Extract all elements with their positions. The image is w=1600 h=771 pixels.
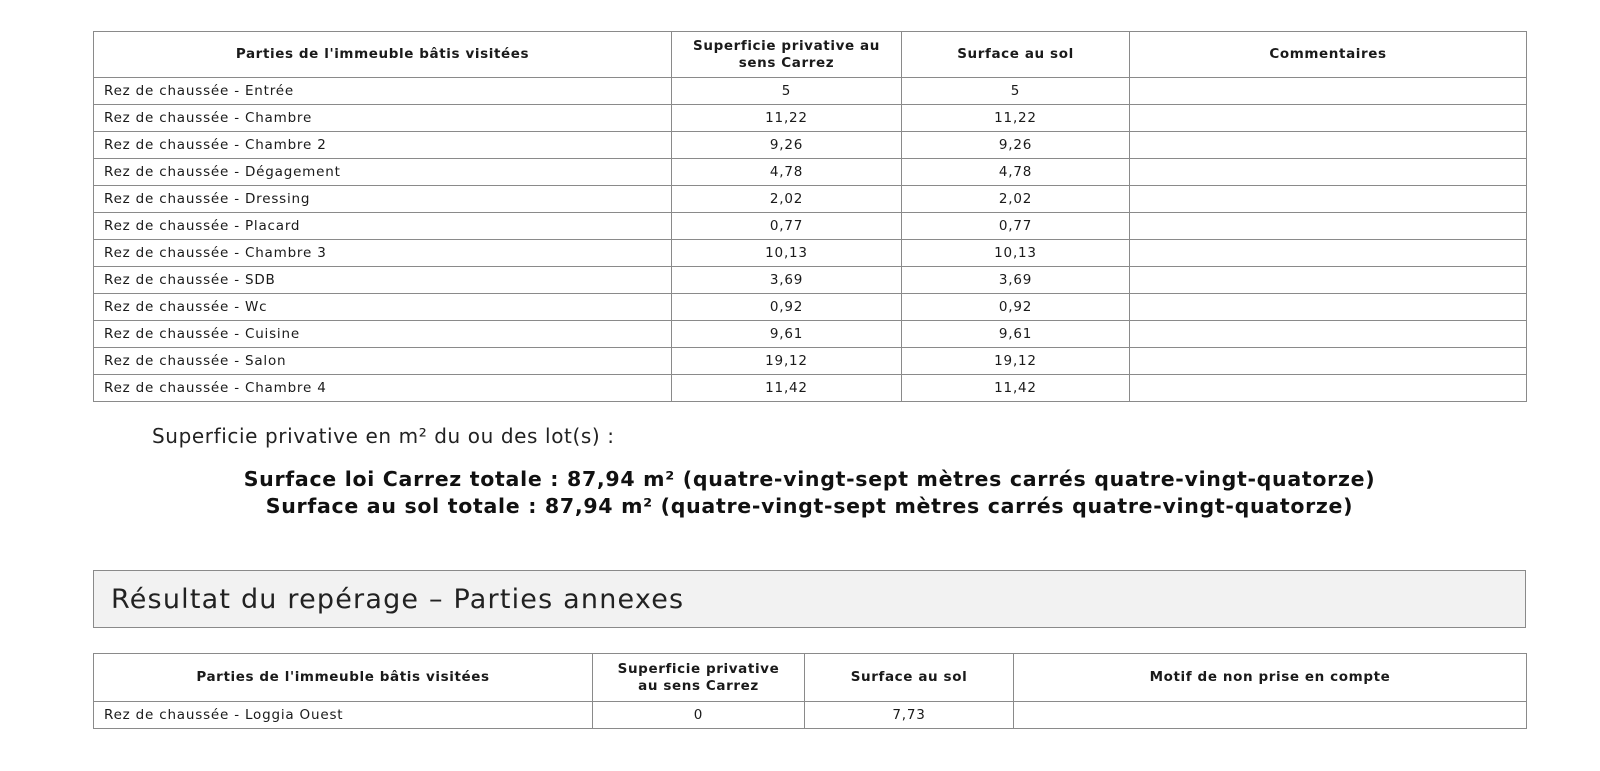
cell-carrez: 0 — [593, 702, 805, 729]
cell-comment — [1130, 159, 1527, 186]
cell-sol: 9,61 — [902, 321, 1130, 348]
cell-carrez: 3,69 — [672, 267, 902, 294]
cell-part: Rez de chaussée - Dégagement — [94, 159, 672, 186]
cell-part: Rez de chaussée - SDB — [94, 267, 672, 294]
cell-carrez: 2,02 — [672, 186, 902, 213]
cell-carrez: 0,77 — [672, 213, 902, 240]
carrez-total: Surface loi Carrez totale : 87,94 m² (quatre-vingt-sept mètres carrés quatre-vingt-quatorze) — [243, 467, 1376, 491]
cell-sol: 4,78 — [902, 159, 1130, 186]
header-carrez-line2: au sens Carrez — [638, 677, 759, 694]
annex-surface-table — [93, 653, 1527, 729]
cell-part: Rez de chaussée - Wc — [94, 294, 672, 321]
table-row — [94, 78, 1527, 105]
cell-part: Rez de chaussée - Salon — [94, 348, 672, 375]
cell-sol: 11,22 — [902, 105, 1130, 132]
summary-label: Superficie privative en m² du ou des lot(s) : — [152, 424, 615, 448]
header-carrez-line1: Superficie privative — [617, 660, 780, 677]
cell-comment — [1130, 294, 1527, 321]
cell-sol: 0,92 — [902, 294, 1130, 321]
cell-carrez: 4,78 — [672, 159, 902, 186]
annex-section-title: Résultat du repérage – Parties annexes — [111, 584, 685, 615]
cell-comment — [1130, 240, 1527, 267]
cell-carrez: 19,12 — [672, 348, 902, 375]
cell-carrez: 11,22 — [672, 105, 902, 132]
cell-sol: 0,77 — [902, 213, 1130, 240]
header-carrez — [672, 32, 902, 78]
totals-block — [93, 466, 1526, 520]
cell-part: Rez de chaussée - Chambre 2 — [94, 132, 672, 159]
header-parts: Parties de l'immeuble bâtis visitées — [94, 32, 672, 78]
main-surface-table — [93, 31, 1527, 402]
header-sol: Surface au sol — [902, 32, 1130, 78]
cell-sol: 5 — [902, 78, 1130, 105]
cell-part: Rez de chaussée - Chambre 3 — [94, 240, 672, 267]
cell-sol: 19,12 — [902, 348, 1130, 375]
cell-part: Rez de chaussée - Chambre 4 — [94, 375, 672, 402]
cell-comment — [1130, 267, 1527, 294]
cell-motif — [1014, 702, 1527, 729]
cell-part: Rez de chaussée - Dressing — [94, 186, 672, 213]
table-row — [94, 294, 1527, 321]
cell-sol: 3,69 — [902, 267, 1130, 294]
table-row — [94, 375, 1527, 402]
header-carrez-line2: sens Carrez — [738, 54, 835, 71]
header-motif: Motif de non prise en compte — [1014, 654, 1527, 702]
cell-comment — [1130, 78, 1527, 105]
header-carrez-line1: Superficie privative au — [693, 37, 880, 54]
table-row — [94, 702, 1527, 729]
annex-section-header — [93, 570, 1526, 628]
cell-comment — [1130, 132, 1527, 159]
cell-carrez: 10,13 — [672, 240, 902, 267]
header-comments: Commentaires — [1130, 32, 1527, 78]
sol-total: Surface au sol totale : 87,94 m² (quatre-vingt-sept mètres carrés quatre-vingt-quatorze) — [265, 494, 1354, 518]
cell-comment — [1130, 213, 1527, 240]
table-header-row — [94, 32, 1527, 78]
cell-comment — [1130, 375, 1527, 402]
table-row — [94, 348, 1527, 375]
header-carrez — [593, 654, 805, 702]
cell-part: Rez de chaussée - Entrée — [94, 78, 672, 105]
cell-sol: 7,73 — [805, 702, 1014, 729]
cell-part: Rez de chaussée - Placard — [94, 213, 672, 240]
table-row — [94, 105, 1527, 132]
cell-carrez: 0,92 — [672, 294, 902, 321]
table-row — [94, 267, 1527, 294]
table-row — [94, 159, 1527, 186]
cell-part: Rez de chaussée - Loggia Ouest — [94, 702, 593, 729]
cell-sol: 2,02 — [902, 186, 1130, 213]
table-header-row — [94, 654, 1527, 702]
table-row — [94, 213, 1527, 240]
cell-carrez: 9,26 — [672, 132, 902, 159]
cell-part: Rez de chaussée - Cuisine — [94, 321, 672, 348]
table-row — [94, 186, 1527, 213]
cell-sol: 9,26 — [902, 132, 1130, 159]
cell-comment — [1130, 321, 1527, 348]
cell-sol: 10,13 — [902, 240, 1130, 267]
cell-comment — [1130, 105, 1527, 132]
cell-carrez: 5 — [672, 78, 902, 105]
cell-comment — [1130, 348, 1527, 375]
header-sol: Surface au sol — [805, 654, 1014, 702]
table-row — [94, 132, 1527, 159]
cell-carrez: 11,42 — [672, 375, 902, 402]
header-parts: Parties de l'immeuble bâtis visitées — [94, 654, 593, 702]
table-row — [94, 321, 1527, 348]
cell-comment — [1130, 186, 1527, 213]
cell-part: Rez de chaussée - Chambre — [94, 105, 672, 132]
table-row — [94, 240, 1527, 267]
cell-carrez: 9,61 — [672, 321, 902, 348]
cell-sol: 11,42 — [902, 375, 1130, 402]
